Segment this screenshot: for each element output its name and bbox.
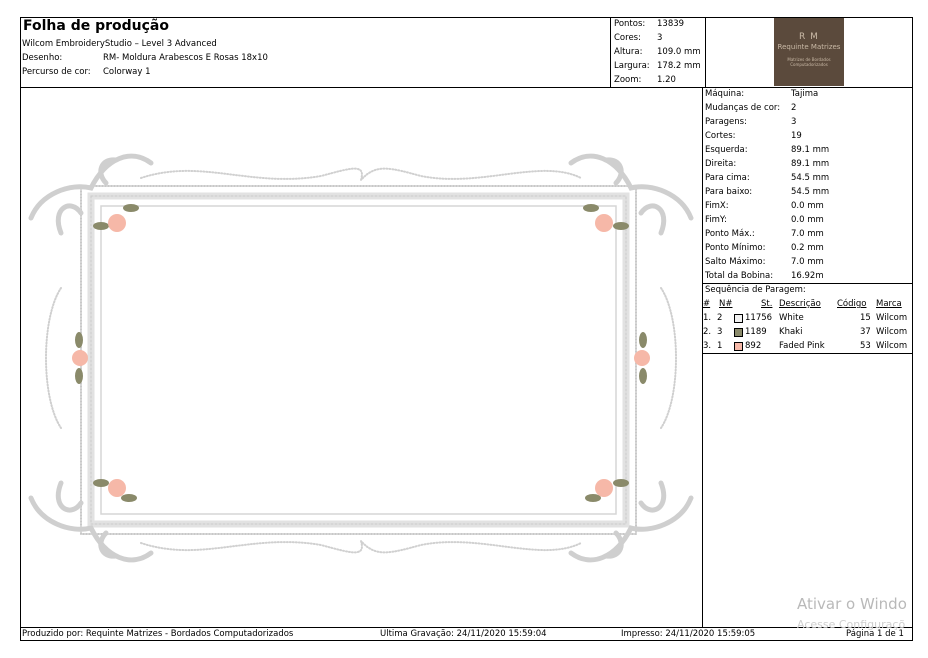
footer-saved: Ultima Gravação: 24/11/2020 15:59:04: [380, 629, 547, 639]
seq-num: 1.: [703, 313, 712, 323]
design-value: RM- Moldura Arabescos E Rosas 18x10: [103, 53, 268, 63]
footer-produced: Produzido por: Requinte Matrizes - Bordados Computadorizados: [22, 629, 294, 639]
software-name: Wilcom EmbroideryStudio – Level 3 Advanced: [22, 39, 217, 49]
seq-n: 1: [717, 341, 723, 351]
detail-label: Paragens:: [705, 117, 747, 127]
detail-label: FimY:: [705, 215, 727, 225]
top-arabesque: [141, 169, 581, 180]
detail-value: 0.2 mm: [791, 243, 824, 253]
frame-outer: [81, 186, 636, 534]
detail-label: Total da Bobina:: [705, 271, 774, 281]
color-swatch: [734, 328, 743, 337]
activation-watermark: Ativar o Windo: [797, 595, 907, 613]
logo-name: Requinte Matrizes: [777, 43, 841, 51]
color-swatch: [734, 314, 743, 323]
page-title: Folha de produção: [23, 18, 169, 34]
logo-initials: R M: [799, 32, 819, 42]
detail-value: 89.1 mm: [791, 145, 830, 155]
detail-value: 2: [791, 103, 797, 113]
height-value: 109.0 mm: [657, 47, 701, 57]
bottom-arabesque: [141, 541, 581, 552]
seq-n: 2: [717, 313, 723, 323]
zoom-label: Zoom:: [614, 75, 642, 85]
seq-stitches: 892: [745, 341, 762, 351]
side-panel-divider: [702, 87, 703, 627]
zoom-value: 1.20: [657, 75, 676, 85]
detail-label: Mudanças de cor:: [705, 103, 781, 113]
detail-value: 7.0 mm: [791, 229, 824, 239]
detail-value: 3: [791, 117, 797, 127]
footer-printed: Impresso: 24/11/2020 15:59:05: [621, 629, 756, 639]
detail-label: Cortes:: [705, 131, 736, 141]
detail-value: 89.1 mm: [791, 159, 830, 169]
detail-value: 0.0 mm: [791, 215, 824, 225]
detail-value: 7.0 mm: [791, 257, 824, 267]
stitches-value: 13839: [657, 19, 685, 29]
detail-label: Esquerda:: [705, 145, 748, 155]
col-code: Código: [837, 299, 867, 309]
seq-brand: Wilcom: [876, 327, 908, 337]
seq-stitches: 11756: [745, 313, 773, 323]
seq-description: White: [779, 313, 804, 323]
seq-description: Khaki: [779, 327, 803, 337]
logo-tagline: Matrizes de Bordados Computadorizados: [787, 57, 831, 67]
detail-label: Para baixo:: [705, 187, 753, 197]
seq-stitches: 1189: [745, 327, 767, 337]
detail-label: Ponto Mínimo:: [705, 243, 766, 253]
colorway-label: Percurso de cor:: [22, 67, 91, 77]
rose-top-right: [583, 204, 629, 232]
footer-divider: [20, 627, 913, 628]
seq-description: Faded Pink: [779, 341, 825, 351]
seq-num: 2.: [703, 327, 712, 337]
detail-label: Para cima:: [705, 173, 750, 183]
detail-value: 54.5 mm: [791, 187, 830, 197]
activation-watermark-sub: Acesse Configuraçõ: [797, 618, 906, 631]
design-preview: [21, 88, 702, 627]
seq-code: 53: [860, 341, 871, 351]
header-divider-2: [705, 17, 706, 87]
seq-code: 15: [860, 313, 871, 323]
frame-rope: [91, 196, 626, 524]
rose-top-left: [93, 204, 139, 232]
detail-label: Direita:: [705, 159, 737, 169]
rose-bottom-left: [93, 479, 137, 502]
rose-left-mid: [72, 332, 88, 384]
colors-label: Cores:: [614, 33, 641, 43]
col-n: N#: [719, 299, 733, 309]
rose-bottom-right: [585, 479, 629, 502]
frame-inner: [101, 206, 616, 514]
seq-n: 3: [717, 327, 723, 337]
detail-value: 54.5 mm: [791, 173, 830, 183]
seq-brand: Wilcom: [876, 341, 908, 351]
width-label: Largura:: [614, 61, 650, 71]
stitches-label: Pontos:: [614, 19, 646, 29]
col-st: St.: [761, 299, 773, 309]
detail-value: 16.92m: [791, 271, 824, 281]
footer-page: Página 1 de 1: [846, 629, 904, 639]
header-divider-1: [610, 17, 611, 87]
right-curl: [661, 288, 676, 428]
colors-value: 3: [657, 33, 663, 43]
detail-label: Salto Máximo:: [705, 257, 766, 267]
detail-value: 0.0 mm: [791, 201, 824, 211]
detail-label: Ponto Máx.:: [705, 229, 755, 239]
color-swatch: [734, 342, 743, 351]
design-label: Desenho:: [22, 53, 63, 63]
colorway-value: Colorway 1: [103, 67, 151, 77]
sequence-bottom-divider: [702, 353, 913, 354]
detail-label: FimX:: [705, 201, 729, 211]
width-value: 178.2 mm: [657, 61, 701, 71]
col-description: Descrição: [779, 299, 821, 309]
left-curl: [46, 288, 61, 428]
sequence-divider: [702, 283, 913, 284]
company-logo: [774, 18, 844, 86]
col-brand: Marca: [876, 299, 902, 309]
height-label: Altura:: [614, 47, 643, 57]
detail-value: 19: [791, 131, 802, 141]
frame-rope-stitches: [91, 196, 626, 524]
detail-label: Máquina:: [705, 89, 745, 99]
sequence-title: Sequência de Paragem:: [705, 285, 806, 295]
seq-code: 37: [860, 327, 871, 337]
col-hash: #: [703, 299, 711, 309]
detail-value: Tajima: [791, 89, 819, 99]
seq-brand: Wilcom: [876, 313, 908, 323]
seq-num: 3.: [703, 341, 712, 351]
